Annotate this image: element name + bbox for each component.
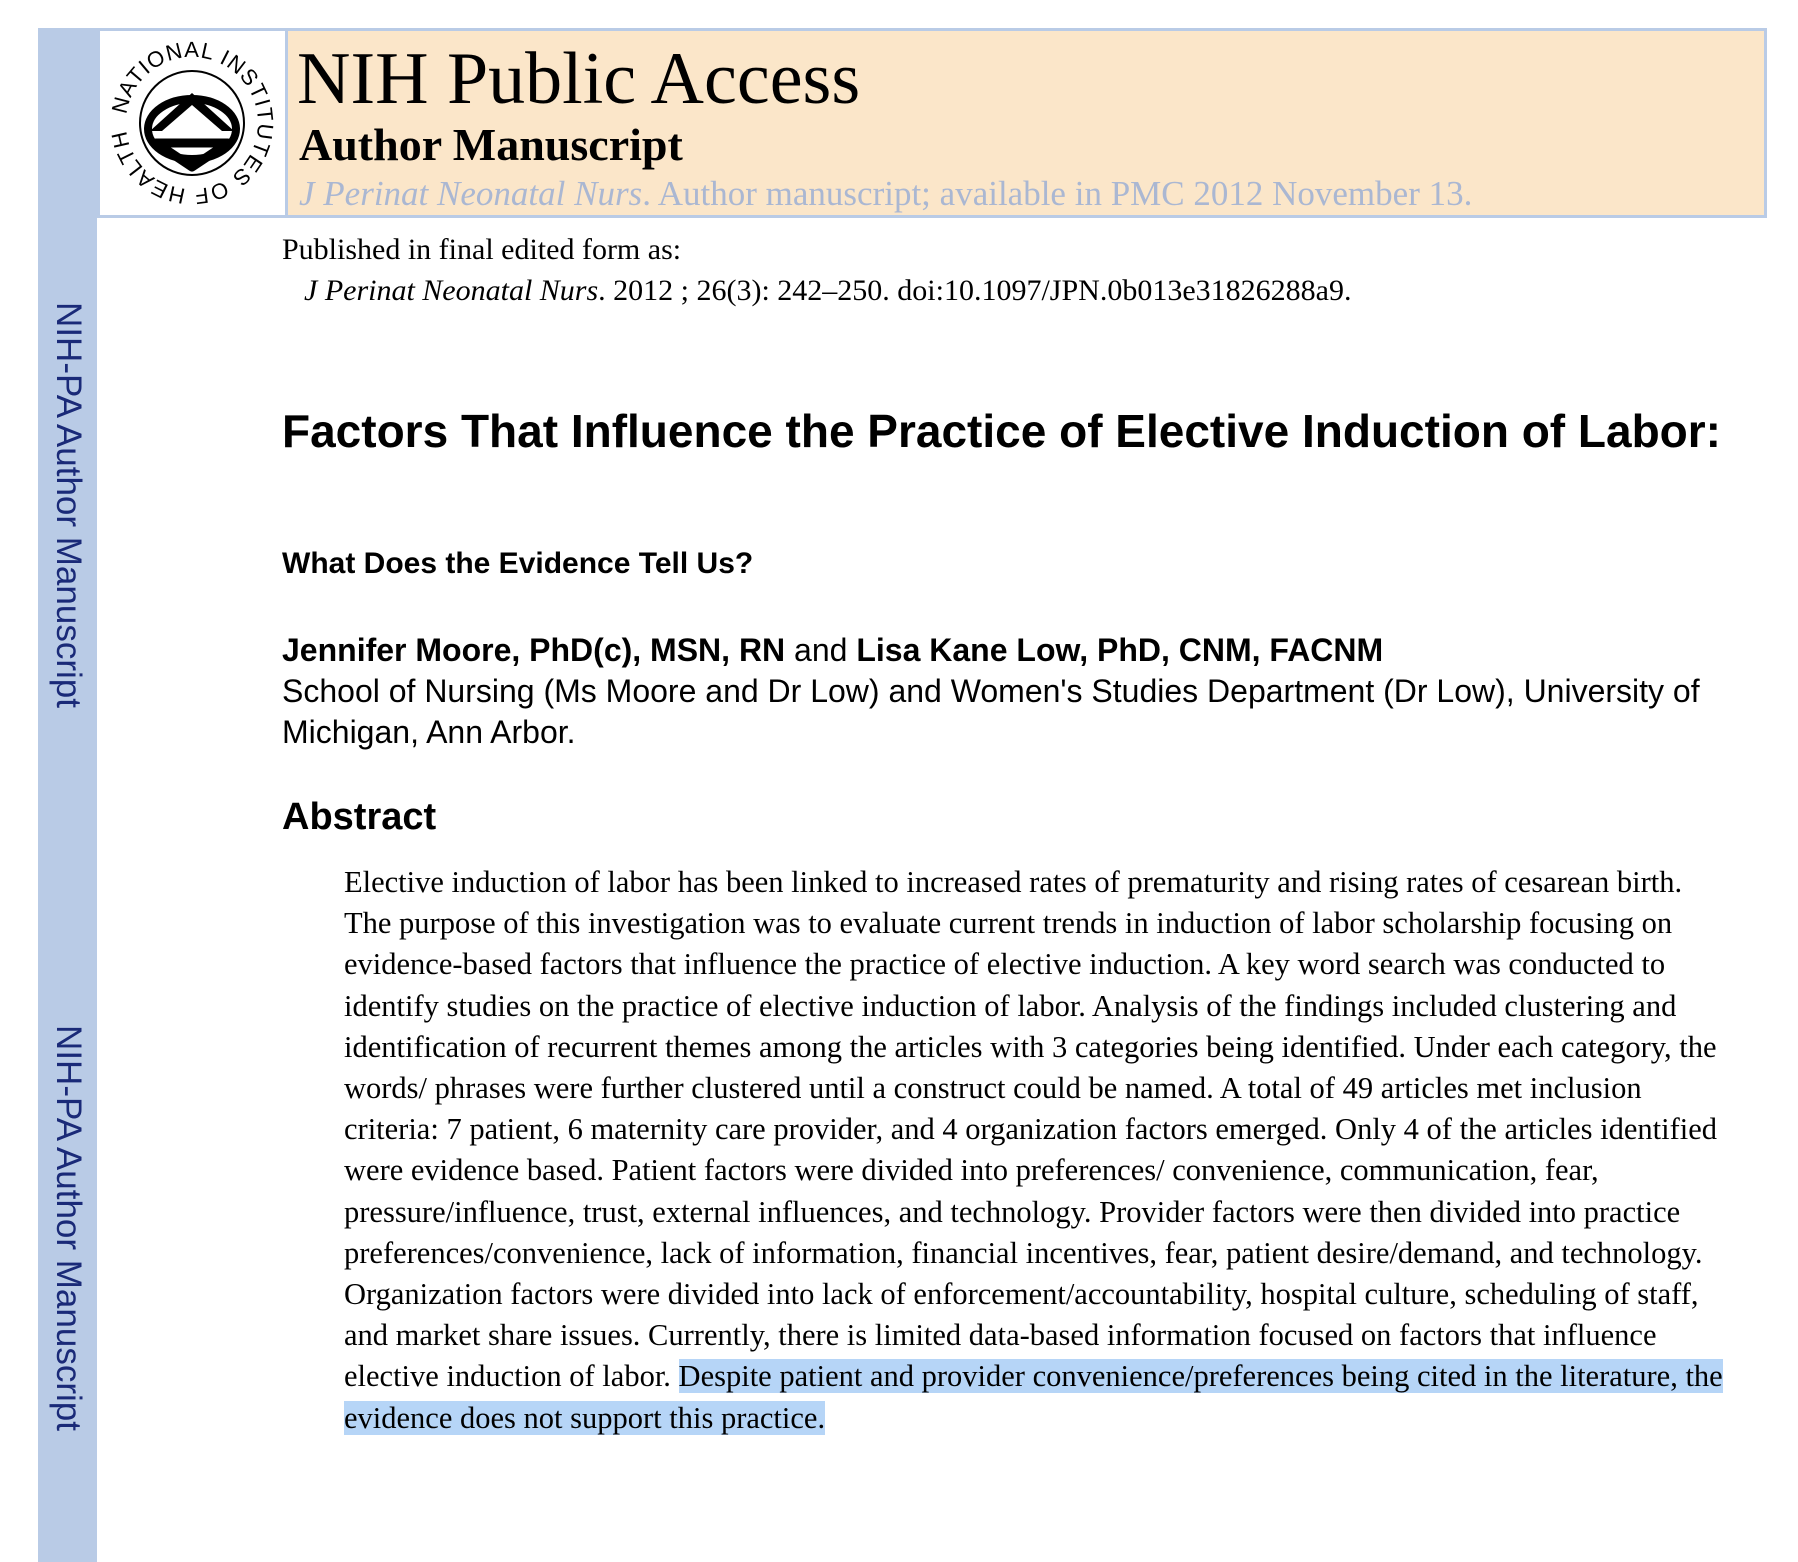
affiliation: School of Nursing (Ms Moore and Dr Low) and Women's Studies Department (Dr Low), University of Michigan, Ann Arbor. <box>282 673 1700 750</box>
abstract-body[interactable] <box>344 862 1724 1439</box>
logo-ring-text: NATIONAL INSTITUTES OF HEALTH <box>106 36 279 210</box>
published-intro: Published in final edited form as: <box>282 233 682 266</box>
citation-line <box>282 270 1351 311</box>
article-title: Factors That Influence the Practice of Elective Induction of Labor: <box>282 405 1722 457</box>
availability-journal: J Perinat Neonatal Nurs <box>299 174 643 213</box>
abstract-text: Elective induction of labor has been linked to increased rates of prematurity and rising rates of cesarean birth. The purpose of this investigation was to evaluate current trends in induction of labor scholarship focusing on evidence-based factors that influence the practice of elective induction. A key word search was conducted to identify studies on the practice of elective induction of labor. Analysis of the findings included clustering and identification of recurrent themes among the articles with 3 categories being identified. Under each category, the words/ phrases were further clustered until a construct could be named. A total of 49 articles met inclusion criteria: 7 patient, 6 maternity care provider, and 4 organization factors emerged. Only 4 of the articles identified were evidence based. Patient factors were divided into preferences/ convenience, communication, fear, pressure/influence, trust, external influences, and technology. Provider factors were then divided into practice preferences/convenience, lack of information, financial incentives, fear, patient desire/demand, and technology. Organization factors were divided into lack of enforcement/accountability, hospital culture, scheduling of staff, and market share issues. Currently, there is limited data-based information focused on factors that influence elective induction of labor. <box>344 865 1718 1394</box>
sidebar-label-top: NIH-PA Author Manuscript <box>49 302 88 708</box>
publication-info <box>282 229 1351 311</box>
author-conjunction: and <box>785 632 857 668</box>
header-title: NIH Public Access <box>297 38 861 120</box>
nih-logo-icon <box>100 31 285 215</box>
availability-text: . Author manuscript; available in PMC 2012 November 13. <box>642 174 1473 213</box>
availability-line <box>299 174 1472 214</box>
author-line <box>282 630 1722 671</box>
author-2: Lisa Kane Low, PhD, CNM, FACNM <box>856 632 1384 668</box>
abstract-heading: Abstract <box>282 796 437 838</box>
article-subtitle: What Does the Evidence Tell Us? <box>282 547 754 580</box>
citation-text: . 2012 ; 26(3): 242–250. doi:10.1097/JPN.0b013e31826288a9. <box>598 274 1352 307</box>
citation-journal: J Perinat Neonatal Nurs <box>304 274 599 307</box>
author-block <box>282 630 1722 753</box>
sidebar-label-bottom: NIH-PA Author Manuscript <box>49 1025 88 1431</box>
header-banner <box>97 28 1767 218</box>
svg-text:NATIONAL INSTITUTES OF HEALTH <box>106 37 278 209</box>
author-1: Jennifer Moore, PhD(c), MSN, RN <box>282 632 786 668</box>
abstract-highlighted-text[interactable]: Despite patient and provider convenience/preferences being cited in the literature, the evidence does not support this practice. <box>344 1359 1723 1435</box>
nih-logo <box>100 31 285 215</box>
header-subtitle: Author Manuscript <box>299 119 683 170</box>
